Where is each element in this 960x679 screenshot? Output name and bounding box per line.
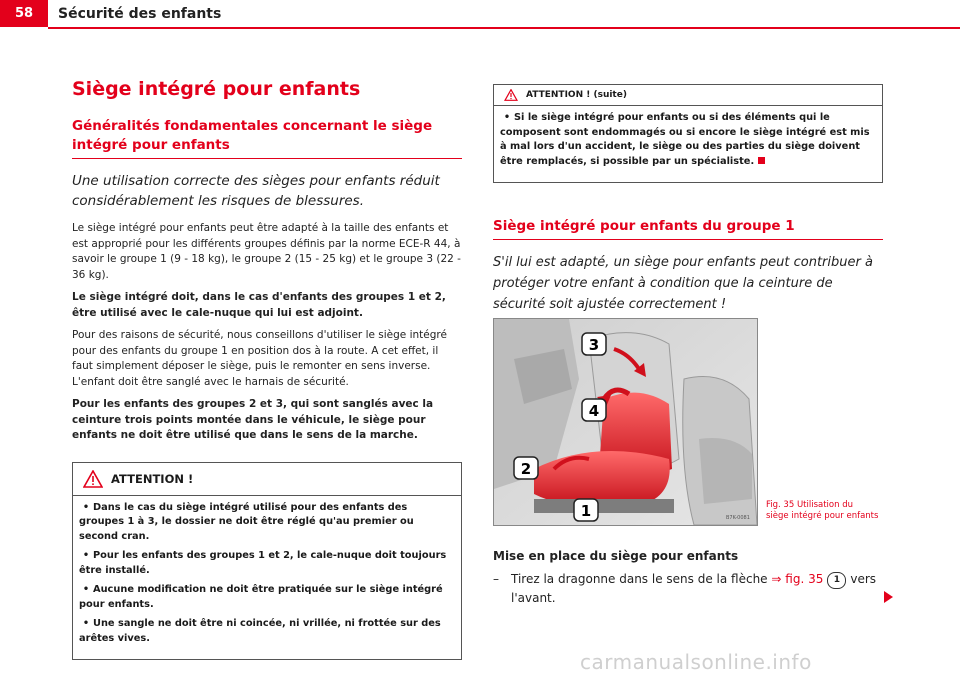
paragraph-4: Pour les enfants des groupes 2 et 3, qui sont sanglés avec la ceinture trois points montée dans le véhicule, le siège pour enfants ne doit être utilisé que dans le sens de la marche. bbox=[72, 398, 434, 441]
section-title-group1: Siège intégré pour enfants du groupe 1 bbox=[493, 217, 883, 240]
step-text-line2: l'avant. bbox=[511, 590, 556, 605]
step-text-end: vers bbox=[850, 572, 877, 586]
step-text: Tirez la dragonne dans le sens de la flèche bbox=[511, 572, 768, 586]
paragraph-1: Le siège intégré pour enfants peut être adapté à la taille des enfants et est approprié pour les différents groupes définis par la norme ECE-R 44, à savoir le groupe 1 (9 - 18 kg), le groupe 2 (15 - 25 kg) et le groupe 3 (22 - 36 kg). bbox=[72, 222, 461, 281]
warning-title: ATTENTION ! bbox=[111, 471, 194, 486]
subsection-title: Mise en place du siège pour enfants bbox=[493, 549, 739, 563]
next-page-arrow-icon[interactable] bbox=[884, 591, 893, 603]
watermark: carmanualsonline.info bbox=[580, 650, 812, 674]
warning-item: • Pour les enfants des groupes 1 et 2, le cale-nuque doit toujours être installé. bbox=[79, 550, 447, 576]
intro-text-right: S'il lui est adapté, un siège pour enfants peut contribuer à protéger votre enfant à condition que la ceinture de sécurité soit ajustée correctement ! bbox=[493, 255, 873, 312]
paragraph-3: Pour des raisons de sécurité, nous conseillons d'utiliser le siège intégré pour des enfants du groupe 1 en position dos à la route. A cet effet, il faut simplement déposer le siège, puis le remonter en sens inverse. L'enfant doit être sanglé avec le harnais de sécurité. bbox=[72, 329, 447, 388]
instruction-step bbox=[493, 570, 883, 607]
warning-item: • Dans le cas du siège intégré utilisé pour des enfants des groupes 1 à 3, le dossier ne doit être réglé qu'au premier ou second cran. bbox=[79, 501, 414, 542]
warning-header bbox=[73, 463, 461, 496]
section-title-general: Généralités fondamentales concernant le siège intégré pour enfants bbox=[72, 117, 462, 159]
right-column bbox=[493, 84, 883, 325]
paragraph-2: Le siège intégré doit, dans le cas d'enfants des groupes 1 et 2, être utilisé avec le cale-nuque qui lui est adjoint. bbox=[72, 291, 446, 319]
figure-reference-link[interactable]: ⇒ fig. 35 bbox=[771, 572, 824, 586]
bullet-icon: • bbox=[82, 501, 90, 513]
circle-reference-1: 1 bbox=[827, 572, 846, 589]
chapter-title: Siège intégré pour enfants bbox=[72, 78, 361, 100]
warning-header-continued bbox=[494, 85, 882, 106]
warning-title-continued: ATTENTION ! (suite) bbox=[526, 90, 627, 100]
warning-item: • Une sangle ne doit être ni coincée, ni vrillée, ni frottée sur des arêtes vives. bbox=[79, 618, 441, 644]
page-number: 58 bbox=[0, 0, 48, 27]
bullet-icon: • bbox=[82, 584, 90, 595]
end-of-section-icon bbox=[758, 157, 765, 164]
child-seat-illustration bbox=[494, 319, 757, 525]
warning-list-continued bbox=[494, 106, 882, 182]
warning-box-continued bbox=[493, 84, 883, 183]
figure-label-3: 3 bbox=[588, 336, 600, 354]
bullet-icon: • bbox=[82, 618, 90, 629]
warning-item: • Si le siège intégré pour enfants ou si des éléments qui le composent sont endommagés ou si encore le siège intégré est mis à mal lors d'un accident, le siège ou des parties du siège doivent être remplacés, si possible par un spécialiste. bbox=[500, 112, 870, 167]
step-dash: – bbox=[493, 572, 499, 586]
figure-child-seat bbox=[493, 318, 758, 526]
figure-label-2: 2 bbox=[520, 460, 532, 478]
header-rule bbox=[48, 27, 960, 29]
warning-box bbox=[72, 462, 462, 661]
warning-item: • Aucune modification ne doit être pratiquée sur le siège intégré pour enfants. bbox=[79, 584, 443, 610]
figure-label-1: 1 bbox=[580, 502, 592, 520]
bullet-icon: • bbox=[503, 112, 511, 123]
running-header: Sécurité des enfants bbox=[58, 6, 222, 22]
left-column bbox=[72, 78, 462, 660]
intro-text-left: Une utilisation correcte des sièges pour enfants réduit considérablement les risques de blessures. bbox=[72, 173, 440, 209]
figure-caption: Fig. 35 Utilisation du siège intégré pour enfants bbox=[766, 500, 879, 521]
figure-label-4: 4 bbox=[588, 402, 600, 420]
warning-triangle-icon bbox=[83, 470, 103, 488]
bullet-icon: • bbox=[82, 550, 90, 561]
warning-triangle-icon bbox=[504, 89, 518, 101]
warning-list bbox=[73, 496, 461, 660]
figure-code: B7K-0081 bbox=[726, 515, 750, 521]
